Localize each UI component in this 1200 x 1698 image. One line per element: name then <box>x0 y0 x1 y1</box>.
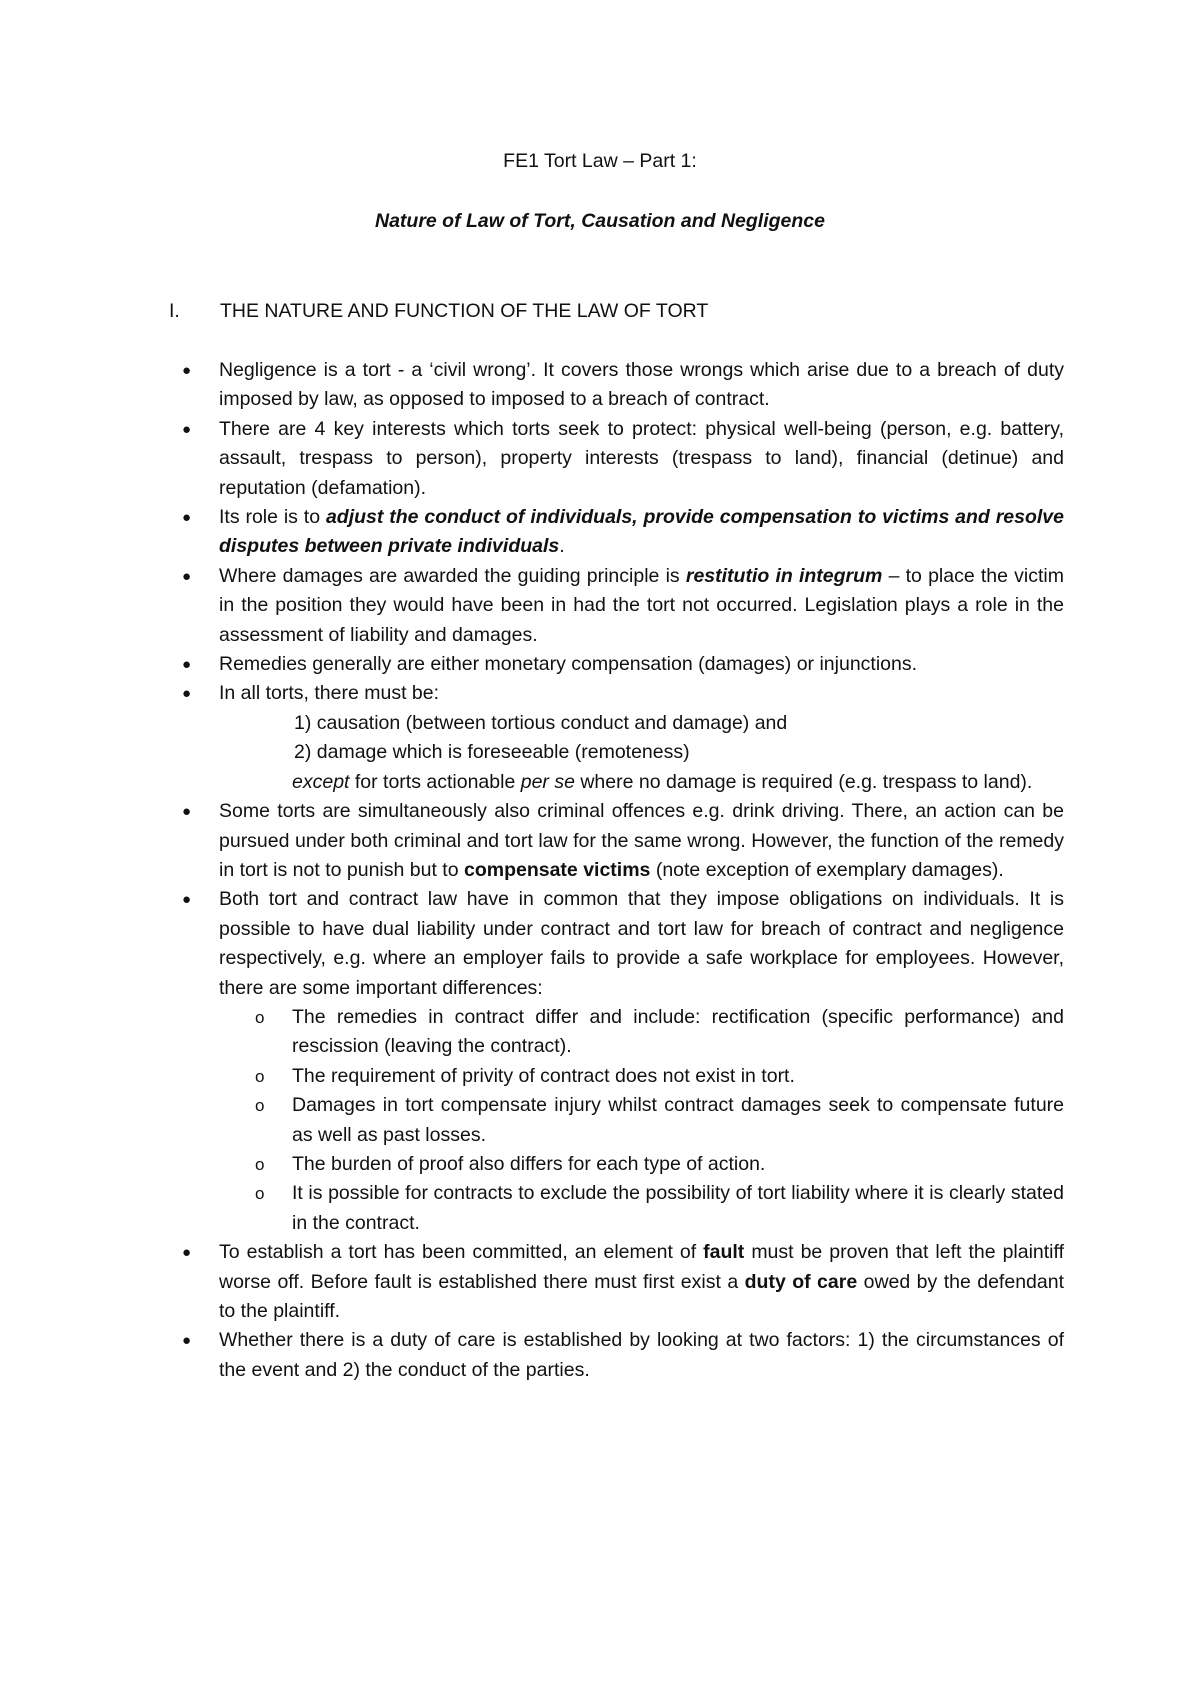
bullet-icon: ● <box>182 685 192 703</box>
emphasis-text: adjust the conduct of individuals, provide compensation to victims and resolve disputes between private individuals <box>219 506 1065 558</box>
exception-note: except for torts actionable per se where no damage is required (e.g. trespass to land). <box>292 770 1033 793</box>
sub-list-item: o The burden of proof also differs for each type of action. <box>219 1150 1064 1179</box>
list-item: ● Remedies generally are either monetary compensation (damages) or injunctions. <box>219 650 1064 679</box>
bullet-icon: ● <box>182 1244 192 1262</box>
section-title: THE NATURE AND FUNCTION OF THE LAW OF TORT <box>220 300 709 322</box>
circle-bullet-icon: o <box>255 1154 265 1174</box>
list-item: ● In all torts, there must be: 1) causation (between tortious conduct and damage) and 2) damage which is foreseeable (remoteness) except for torts actionable per se where no damage is required (e.g. trespass to land). <box>219 679 1064 797</box>
list-item: ● Both tort and contract law have in common that they impose obligations on individuals. It is possible to have dual liability under contract and tort law for breach of contract and negligence respectively, e.g. where an employer fails to provide a safe workplace for employees. However, there are some important differences: o The remedies in contract differ and include: rectification (specific performance) and rescission (leaving the contract). o The requirement of privity of contract does not exist in tort. o Damages in tort compensate injury whilst contract damages seek to compensate future as well as past losses. o The burden of proof also differs for each type of action. o It is possible for contracts to exclude the possibility of tort liability where it is clearly stated in the contract. <box>219 885 1064 1238</box>
list-item: ● There are 4 key interests which torts seek to protect: physical well-being (person, e.g. battery, assault, trespass to person), property interests (trespass to land), financial (detinue) and reputation (defamation). <box>219 415 1064 503</box>
circle-bullet-icon: o <box>255 1066 265 1086</box>
sub-list-item: o The requirement of privity of contract does not exist in tort. <box>219 1062 1064 1091</box>
bullet-list <box>182 356 1065 1385</box>
sub-list-item: o Damages in tort compensate injury whilst contract damages seek to compensate future as well as past losses. <box>219 1091 1064 1150</box>
requirement-line: 2) damage which is foreseeable (remoteness) <box>294 741 690 764</box>
strong-text: duty of care <box>744 1270 858 1293</box>
bullet-icon: ● <box>182 509 192 527</box>
bullet-icon: ● <box>182 1332 192 1350</box>
list-item: ● Some torts are simultaneously also criminal offences e.g. drink driving. There, an action can be pursued under both criminal and tort law for the same wrong. However, the function of the remedy in tort is not to punish but to compensate victims (note exception of exemplary damages). <box>219 797 1064 885</box>
bullet-icon: ● <box>182 656 192 674</box>
list-item: ● Its role is to adjust the conduct of individuals, provide compensation to victims and resolve disputes between private individuals. <box>219 503 1064 562</box>
bullet-icon: ● <box>182 567 192 585</box>
list-item: ● Whether there is a duty of care is established by looking at two factors: 1) the circumstances of the event and 2) the conduct of the parties. <box>219 1326 1064 1385</box>
circle-bullet-icon: o <box>255 1007 265 1027</box>
sub-list-item: o The remedies in contract differ and include: rectification (specific performance) and rescission (leaving the contract). <box>219 1003 1064 1062</box>
bullet-icon: ● <box>182 803 192 821</box>
list-item: ● Negligence is a tort - a ‘civil wrong’. It covers those wrongs which arise due to a breach of duty imposed by law, as opposed to imposed to a breach of contract. <box>219 356 1064 415</box>
list-item: ● To establish a tort has been committed, an element of fault must be proven that left the plaintiff worse off. Before fault is established there must first exist a duty of care owed by the defendant to the plaintiff. <box>219 1238 1064 1326</box>
emphasis-text: restitutio in integrum <box>685 564 883 587</box>
strong-text: compensate victims <box>463 858 651 881</box>
bullet-icon: ● <box>182 891 192 909</box>
document-subtitle: Nature of Law of Tort, Causation and Negligence <box>375 210 825 232</box>
strong-text: fault <box>703 1241 745 1264</box>
requirement-line: 1) causation (between tortious conduct and damage) and <box>294 711 788 734</box>
section-number: I. <box>169 300 180 322</box>
bullet-icon: ● <box>182 362 192 379</box>
list-item: ● Where damages are awarded the guiding principle is restitutio in integrum – to place the victim in the position they would have been in had the tort not occurred. Legislation plays a role in the assessment of liability and damages. <box>219 562 1064 650</box>
circle-bullet-icon: o <box>255 1184 265 1204</box>
sub-list-item: o It is possible for contracts to exclude the possibility of tort liability where it is clearly stated in the contract. <box>219 1179 1064 1238</box>
document-title: FE1 Tort Law – Part 1: <box>503 150 697 172</box>
circle-bullet-icon: o <box>255 1096 265 1116</box>
bullet-icon: ● <box>182 420 192 438</box>
